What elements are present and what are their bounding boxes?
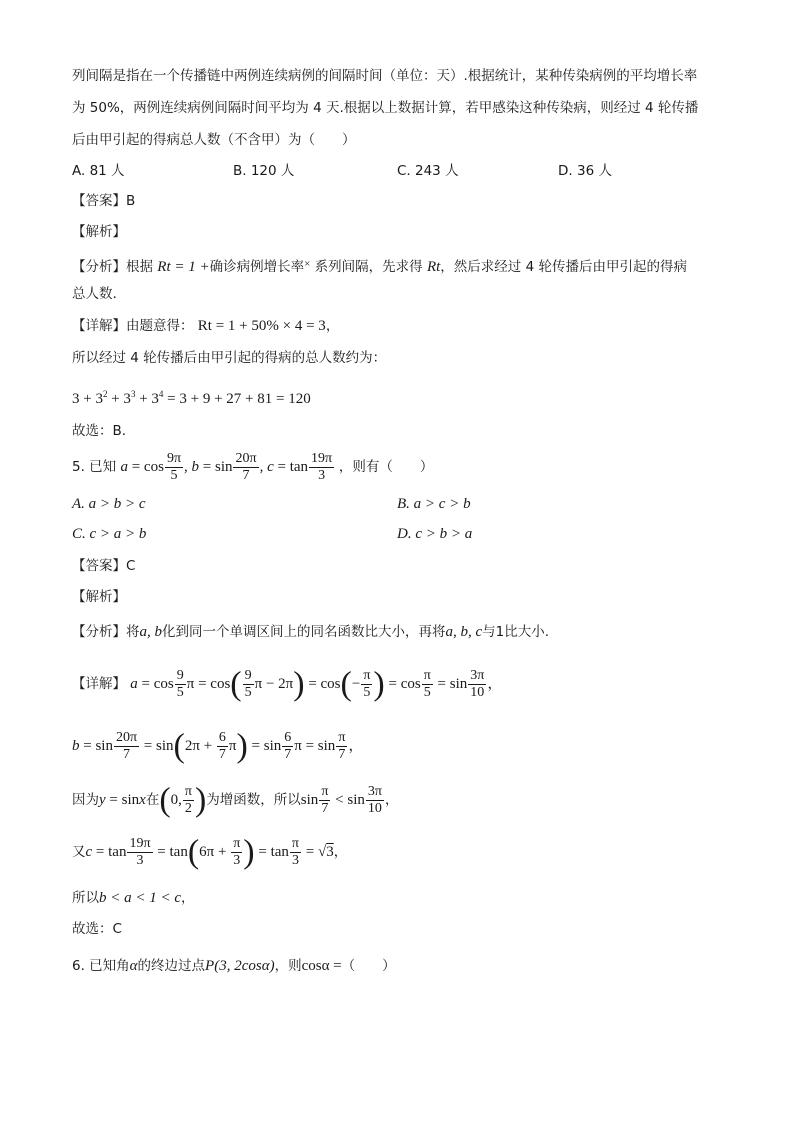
q5-fenxi <box>72 622 549 642</box>
abc-symbols: a, b, c <box>445 624 483 640</box>
b-derivation: b = sin $\frac{20\pi}{7}$ = sin(2π + $\frac{6}{7}$ π) = sin $\frac{6}{7}$ π = sin $\frac{\pi}{7}$ ， <box>72 727 364 765</box>
sum-result: = 3 + 9 + 27 + 81 = 120 <box>167 391 311 407</box>
q5-xiangjie-b <box>72 726 363 766</box>
alpha-symbol: α <box>129 958 138 974</box>
fenxi-text: 将 <box>126 624 140 640</box>
rt-symbol: Rt <box>426 259 441 275</box>
q5-stem <box>72 448 433 486</box>
fenxi-text: 根据 <box>126 259 153 275</box>
fenxi-text: 化到同一个单调区间上的同名函数比大小，再将 <box>162 624 446 640</box>
q4-stem-line-3: 后由甲引起的得病总人数（不含甲）为（ ） <box>72 132 356 148</box>
q6-text: （ ） <box>341 958 396 974</box>
because-text: 因为 <box>72 792 99 808</box>
cos-alpha: cosα = <box>301 958 342 974</box>
q6-text: 6. 已知角 <box>72 958 130 974</box>
because-text: 在 <box>145 792 160 808</box>
q4-choice: 故选：B. <box>72 423 127 439</box>
c-derivation: c = tan $\frac{19\pi}{3}$ = tan(6π + $\frac{\pi}{3}$ ) = tan $\frac{\pi}{3}$ = √3 <box>85 833 334 871</box>
q4-option-b: B. 120 人 <box>233 163 295 179</box>
xiangjie-label: 【详解】 <box>72 318 126 334</box>
fenxi-text: ，然后求经过 4 轮传播后由甲引起的得病 <box>440 259 687 275</box>
fenxi-text: 与1比大小. <box>482 624 550 640</box>
q4-stem-line-1: 列间隔是指在一个传播链中两例连续病例的间隔时间（单位：天）.根据统计，某种传染病例的平均增长率 <box>72 68 698 84</box>
q4-stem-line-2: 为 50%，两例连续病例间隔时间平均为 4 天.根据以上数据计算，若甲感染这种传染病，则经过 4 轮传播 <box>72 100 699 116</box>
so-text: 所以 <box>72 890 99 906</box>
q4-option-d: D. 36 人 <box>558 163 612 179</box>
punctuation: ， <box>325 318 340 334</box>
q5-analysis-heading: 【解析】 <box>72 589 126 605</box>
xiangjie-text: 由题意得： <box>126 318 194 334</box>
q4-answer: 【答案】B <box>72 193 136 209</box>
q5-option-c: C. c > a > b <box>72 526 147 542</box>
q5-answer: 【答案】C <box>72 558 136 574</box>
q5-also: 又c = tan $\frac{19\pi}{3}$ = tan(6π + $\frac{\pi}{3}$ ) = tan $\frac{\pi}{3}$ = √3， <box>72 833 348 871</box>
times-sign: × <box>304 258 311 270</box>
xiangjie-label: 【详解】 <box>72 676 126 692</box>
sin-comparison: sin $\frac{\pi}{7}$ < sin $\frac{3\pi}{10}$ <box>300 784 382 817</box>
q5-choice: 故选：C <box>72 921 122 937</box>
q5-because: 因为y = sinx在(0, $\frac{\pi}{2}$ )为增函数，所以sin $\frac{\pi}{7}$ < sin $\frac{3\pi}{10}$ ， <box>72 781 399 819</box>
q4-sum-formula: $3 + 3^2 + 3^3 + 3^4 = 3 + 9 + 27 + 81 = 120$ <box>72 389 311 407</box>
q5-given-formula: a = cos $\frac{9\pi}{5}$ , b = sin $\frac{20\pi}{7}$ , c = tan $\frac{19\pi}{3}$ <box>120 451 333 484</box>
fenxi-label: 【分析】 <box>72 624 126 640</box>
q4-fenxi-line-1 <box>72 254 687 277</box>
q5-xiangjie-a <box>72 664 502 704</box>
ab-symbols: a, b <box>139 624 162 640</box>
q5-option-d: D. c > b > a <box>397 526 473 542</box>
q4-option-c: C. 243 人 <box>397 163 459 179</box>
because-text: 为增函数，所以 <box>206 792 301 808</box>
sin-function: y = sinx <box>99 792 146 808</box>
q6-text: 的终边过点 <box>137 958 206 974</box>
q5-stem-text: 5. 已知 <box>72 459 117 475</box>
q5-option-b: B. a > c > b <box>397 496 471 512</box>
q4-fenxi-line-2: 总人数. <box>72 286 117 302</box>
q4-option-a: A. 81 人 <box>72 163 125 179</box>
interval: (0, $\frac{\pi}{2}$ ) <box>159 781 207 819</box>
a-derivation: a = cos $\frac{9}{5}$ π = cos( $\frac{9}{5}$ π − 2π) = cos(− $\frac{\pi}{5}$ ) = cos $\frac{\pi}{5}$ = sin $\frac{3\pi}{10}$ ， <box>130 665 503 703</box>
q4-xiangjie <box>72 316 339 336</box>
final-order: b < a < 1 < c <box>99 890 182 906</box>
also-text: 又 <box>72 844 86 860</box>
q6-text: ，则 <box>274 958 302 974</box>
rt-formula: Rt = 1 + <box>157 259 210 275</box>
fenxi-text: 系列间隔，先求得 <box>314 259 423 275</box>
q6-stem <box>72 956 396 976</box>
rt-computation: Rt = 1 + 50% × 4 = 3 <box>197 318 326 334</box>
q4-so-line: 所以经过 4 轮传播后由甲引起的得病的总人数约为： <box>72 350 387 366</box>
fenxi-text: 确诊病例增长率 <box>209 259 305 275</box>
q5-so <box>72 888 195 908</box>
q4-analysis-heading: 【解析】 <box>72 224 126 240</box>
point-p: P(3, 2cosα) <box>205 958 275 974</box>
q5-stem-text: ，则有（ ） <box>338 459 434 475</box>
fenxi-label: 【分析】 <box>72 259 126 275</box>
punctuation: ， <box>181 890 195 906</box>
q5-option-a: A. a > b > c <box>72 496 146 512</box>
